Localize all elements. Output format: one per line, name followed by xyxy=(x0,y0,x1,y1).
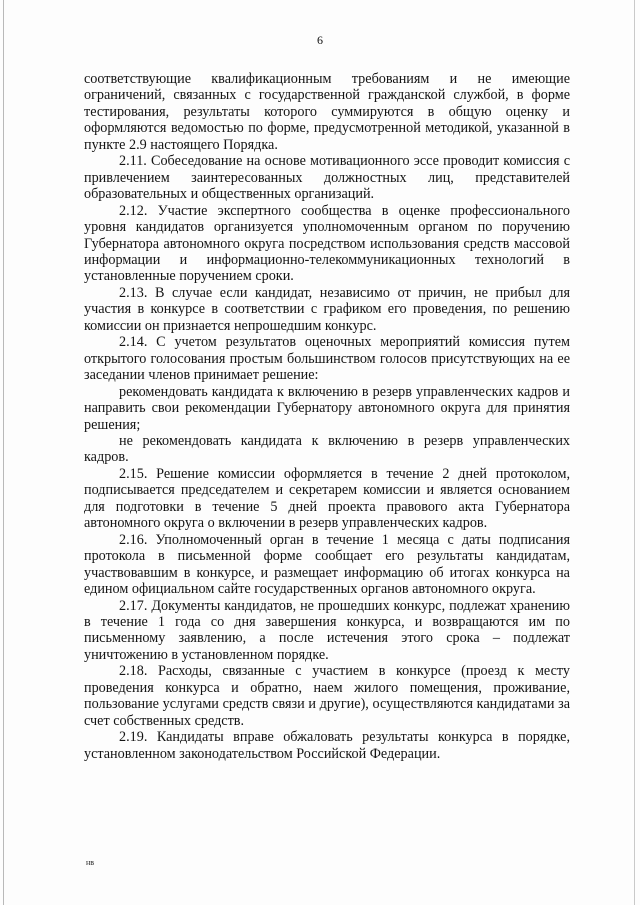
paragraph-2-13: 2.13. В случае если кандидат, независимо от причин, не прибыл для участия в конкурсе в соответствии с графиком его проведения, по решению комиссии он признается непрошедшим конкурс. xyxy=(84,284,570,334)
paragraph-2-12: 2.12. Участие экспертного сообщества в оценке профессионального уровня кандидатов организуется уполномоченным органом по поручению Губернатора автономного округа посредством использования средств массовой информации и информационно-телекоммуникационных технологий в установленные поручением сроки. xyxy=(84,202,570,285)
scan-edge-right xyxy=(634,0,635,905)
page-number: 6 xyxy=(317,33,323,47)
paragraph-2-16: 2.16. Уполномоченный орган в течение 1 месяца с даты подписания протокола в письменной форме сообщает его результаты кандидатам, участвовавшим в конкурсе, и размещает информацию об итогах конкурса на едином официальном сайте государственных органов автономного округа. xyxy=(84,531,570,598)
paragraph-2-17: 2.17. Документы кандидатов, не прошедших конкурс, подлежат хранению в течение 1 года со дня завершения конкурса, и возвращаются им по письменному заявлению, а после истечения этого срока – подлежат уничтожению в установленном порядке. xyxy=(84,597,570,663)
paragraph-2-15: 2.15. Решение комиссии оформляется в течение 2 дней протоколом, подписывается председателем и секретарем комиссии и является основанием для подготовки в течение 5 дней проекта правового акта Губернатора автономного округа о включении в резерв управленческих кадров. xyxy=(84,465,570,532)
paragraph-continuation: соответствующие квалификационным требованиям и не имеющие ограничений, связанных с государственной гражданской службой, в форме тестирования, результаты которого суммируются в общую оценку и оформляются ведомостью по форме, предусмотренной методикой, указанной в пункте 2.9 настоящего Порядка. xyxy=(84,71,570,153)
paragraph-2-18: 2.18. Расходы, связанные с участием в конкурсе (проезд к месту проведения конкурса и обратно, наем жилого помещения, проживание, пользование услугами средств связи и другие), осуществляются кандидатами за счет собственных средств. xyxy=(84,663,570,729)
paragraph-2-14-option-recommend: рекомендовать кандидата к включению в резерв управленческих кадров и направить свои рекомендации Губернатору автономного округа для принятия решения; xyxy=(84,383,570,433)
paragraph-2-11: 2.11. Собеседование на основе мотивационного эссе проводит комиссия с привлечением заинтересованных должностных лиц, представителей образовательных и общественных организаций. xyxy=(84,153,570,203)
paragraph-2-14-option-not-recommend: не рекомендовать кандидата к включению в резерв управленческих кадров. xyxy=(84,432,570,466)
document-body xyxy=(84,71,570,762)
paragraph-2-14: 2.14. С учетом результатов оценочных мероприятий комиссия путем открытого голосования простым большинством голосов присутствующих на ее заседании членов принимает решение: xyxy=(84,334,570,384)
scan-edge-left xyxy=(3,0,4,905)
footer-mark: нв xyxy=(86,858,95,867)
paragraph-2-19: 2.19. Кандидаты вправе обжаловать результаты конкурса в порядке, установленном законодательством Российской Федерации. xyxy=(84,729,570,762)
